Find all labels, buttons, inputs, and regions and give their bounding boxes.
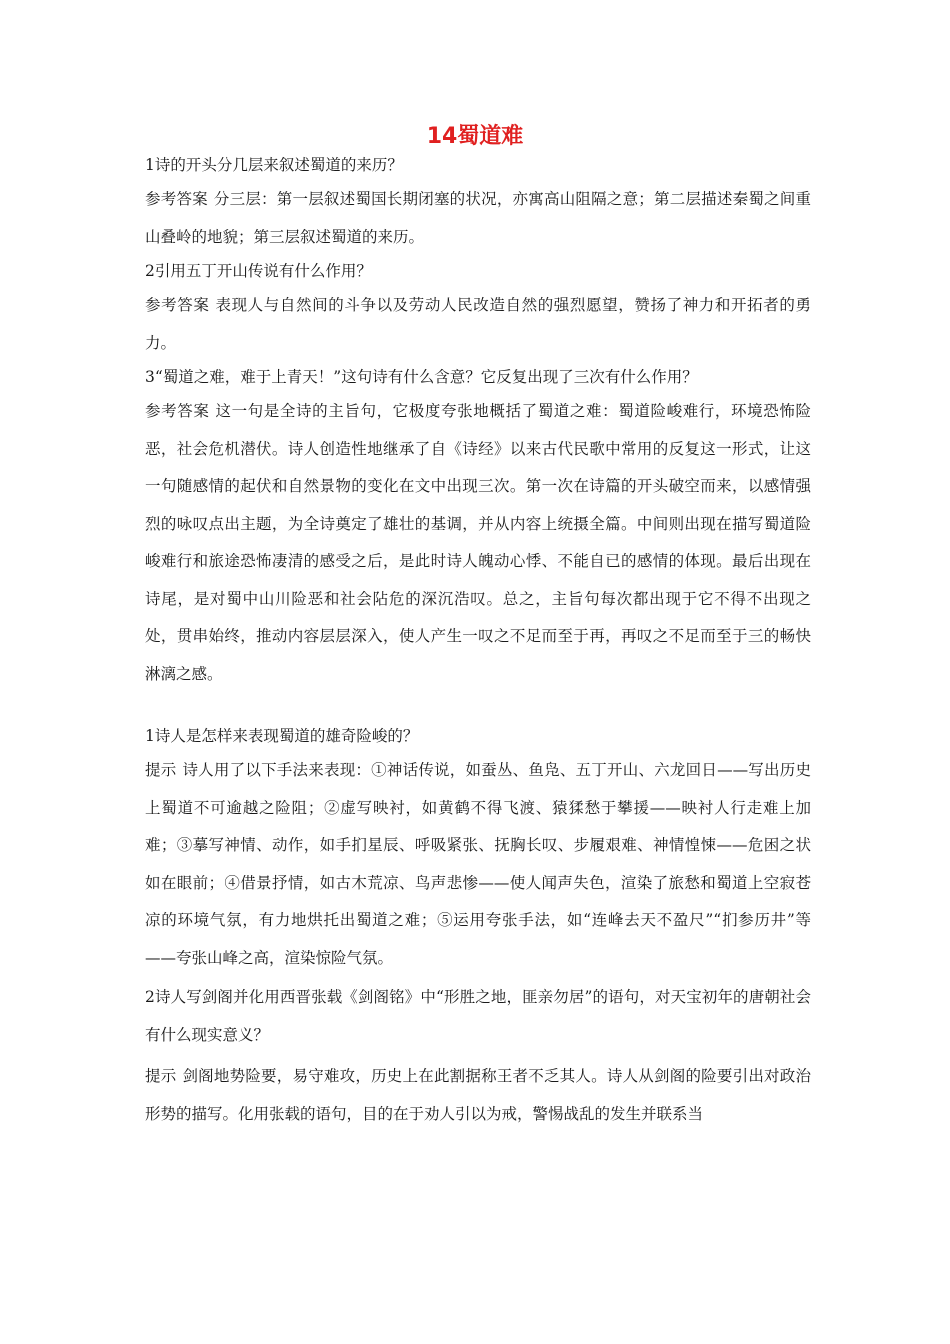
answer bbox=[145, 752, 811, 977]
document-body bbox=[145, 150, 811, 1133]
answer-text: 分三层：第一层叙述蜀国长期闭塞的状况，亦寓高山阻隔之意；第二层描述秦蜀之间重山叠岭的地貌；第三层叙述蜀道的来历。 bbox=[145, 190, 811, 246]
section-spacer bbox=[145, 693, 811, 721]
page-title: 14蜀道难 bbox=[426, 124, 524, 149]
answer bbox=[145, 181, 811, 256]
answer bbox=[145, 1058, 811, 1133]
question: 1诗人是怎样来表现蜀道的雄奇险峻的？ bbox=[145, 727, 419, 745]
answer bbox=[145, 287, 811, 362]
qa-block bbox=[145, 155, 811, 256]
question: 1诗的开头分几层来叙述蜀道的来历？ bbox=[145, 156, 403, 174]
answer-text: 诗人用了以下手法来表现：①神话传说，如蚕丛、鱼凫、五丁开山、六龙回日——写出历史上蜀道不可逾越之险阻；②虚写映衬，如黄鹤不得飞渡、猿猱愁于攀援——映衬人行走难上加难；③摹写神情、动作，如手扪星辰、呼吸紧张、抚胸长叹、步履艰难、神情惶悚——危困之状如在眼前；④借景抒情，如古木荒凉、鸟声悲惨——使人闻声失色，渲染了旅愁和蜀道上空寂苍凉的环境气氛，有力地烘托出蜀道之难；⑤运用夸张手法，如“连峰去天不盈尺”“扪参历井”等——夸张山峰之高，渲染惊险气氛。 bbox=[145, 761, 811, 967]
qa-block bbox=[145, 979, 811, 1133]
question: 2诗人写剑阁并化用西晋张载《剑阁铭》中“形胜之地，匪亲勿居”的语句，对天宝初年的唐朝社会有什么现实意义？ bbox=[145, 988, 811, 1044]
question: 2引用五丁开山传说有什么作用？ bbox=[145, 262, 372, 280]
hint-label: 提示 bbox=[145, 1067, 177, 1085]
answer-label: 参考答案 bbox=[145, 190, 208, 208]
qa-block bbox=[145, 726, 811, 977]
answer-label: 参考答案 bbox=[145, 296, 210, 314]
answer-text: 表现人与自然间的斗争以及劳动人民改造自然的强烈愿望，赞扬了神力和开拓者的勇力。 bbox=[145, 296, 811, 352]
answer-text: 这一句是全诗的主旨句，它极度夸张地概括了蜀道之难：蜀道险峻难行，环境恐怖险恶，社会危机潜伏。诗人创造性地继承了自《诗经》以来古代民歌中常用的反复这一形式，让这一句随感情的起伏和自然景物的变化在文中出现三次。第一次在诗篇的开头破空而来，以感情强烈的咏叹点出主题，为全诗奠定了雄壮的基调，并从内容上统摄全篇。中间则出现在描写蜀道险峻难行和旅途恐怖凄清的感受之后，是此时诗人魄动心悸、不能自已的感情的体现。最后出现在诗尾，是对蜀中山川险恶和社会阽危的深沉浩叹。总之，主旨句每次都出现于它不得不出现之处，贯串始终，推动内容层层深入，使人产生一叹之不足而至于再，再叹之不足而至于三的畅快淋漓之感。 bbox=[145, 402, 811, 683]
hint-label: 提示 bbox=[145, 761, 177, 779]
qa-block bbox=[145, 367, 811, 693]
question: 3“蜀道之难，难于上青天！”这句诗有什么含意？它反复出现了三次有什么作用？ bbox=[145, 368, 698, 386]
answer bbox=[145, 393, 811, 693]
answer-label: 参考答案 bbox=[145, 402, 210, 420]
qa-block bbox=[145, 261, 811, 362]
answer-text: 剑阁地势险要，易守难攻，历史上在此割据称王者不乏其人。诗人从剑阁的险要引出对政治形势的描写。化用张载的语句，目的在于劝人引以为戒，警惕战乱的发生并联系当 bbox=[145, 1067, 811, 1123]
